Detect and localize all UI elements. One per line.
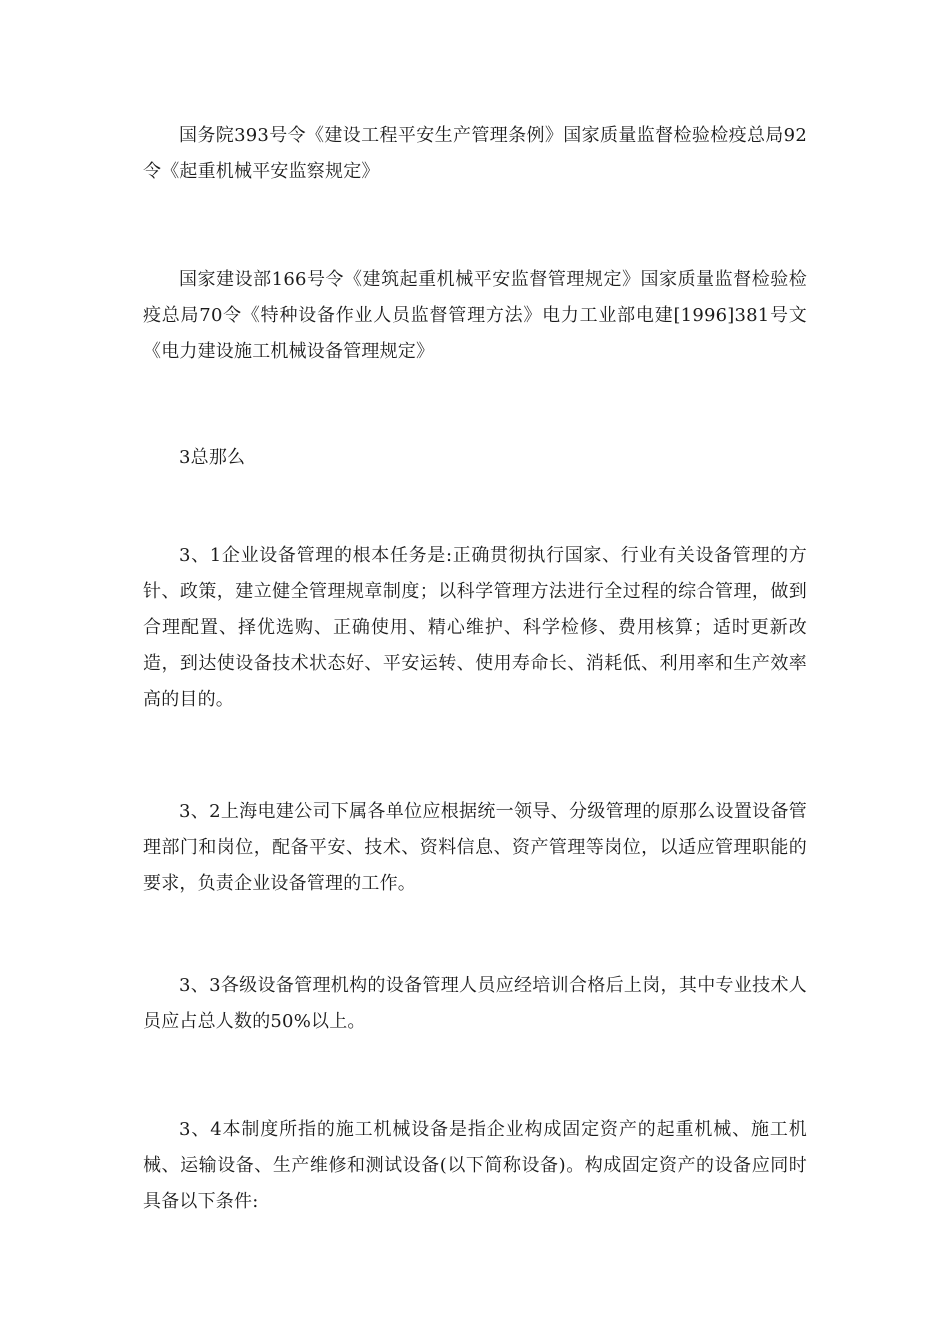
paragraph-3-4: 3、4本制度所指的施工机械设备是指企业构成固定资产的起重机械、施工机械、运输设备、生产维修和测试设备(以下简称设备)。构成固定资产的设备应同时具备以下条件: <box>143 1119 807 1212</box>
section-heading-general: 3总那么 <box>179 447 246 468</box>
paragraph-regulations-1: 国务院393号令《建设工程平安生产管理条例》国家质量监督检验检疫总局92令《起重机械平安监察规定》 <box>143 125 807 182</box>
paragraph-3-2: 3、2上海电建公司下属各单位应根据统一领导、分级管理的原那么设置设备管理部门和岗位，配备平安、技术、资料信息、资产管理等岗位，以适应管理职能的要求，负责企业设备管理的工作。 <box>143 801 807 894</box>
paragraph-3-1: 3、1企业设备管理的根本任务是:正确贯彻执行国家、行业有关设备管理的方针、政策，建立健全管理规章制度；以科学管理方法进行全过程的综合管理，做到合理配置、择优选购、正确使用、精心维护、科学检修、费用核算；适时更新改造，到达使设备技术状态好、平安运转、使用寿命长、消耗低、利用率和生产效率高的目的。 <box>143 545 807 710</box>
paragraph-3-3: 3、3各级设备管理机构的设备管理人员应经培训合格后上岗，其中专业技术人员应占总人数的50%以上。 <box>143 975 807 1032</box>
paragraph-regulations-2: 国家建设部166号令《建筑起重机械平安监督管理规定》国家质量监督检验检疫总局70令《特种设备作业人员监督管理方法》电力工业部电建[1996]381号文《电力建设施工机械设备管理规定》 <box>143 269 807 362</box>
